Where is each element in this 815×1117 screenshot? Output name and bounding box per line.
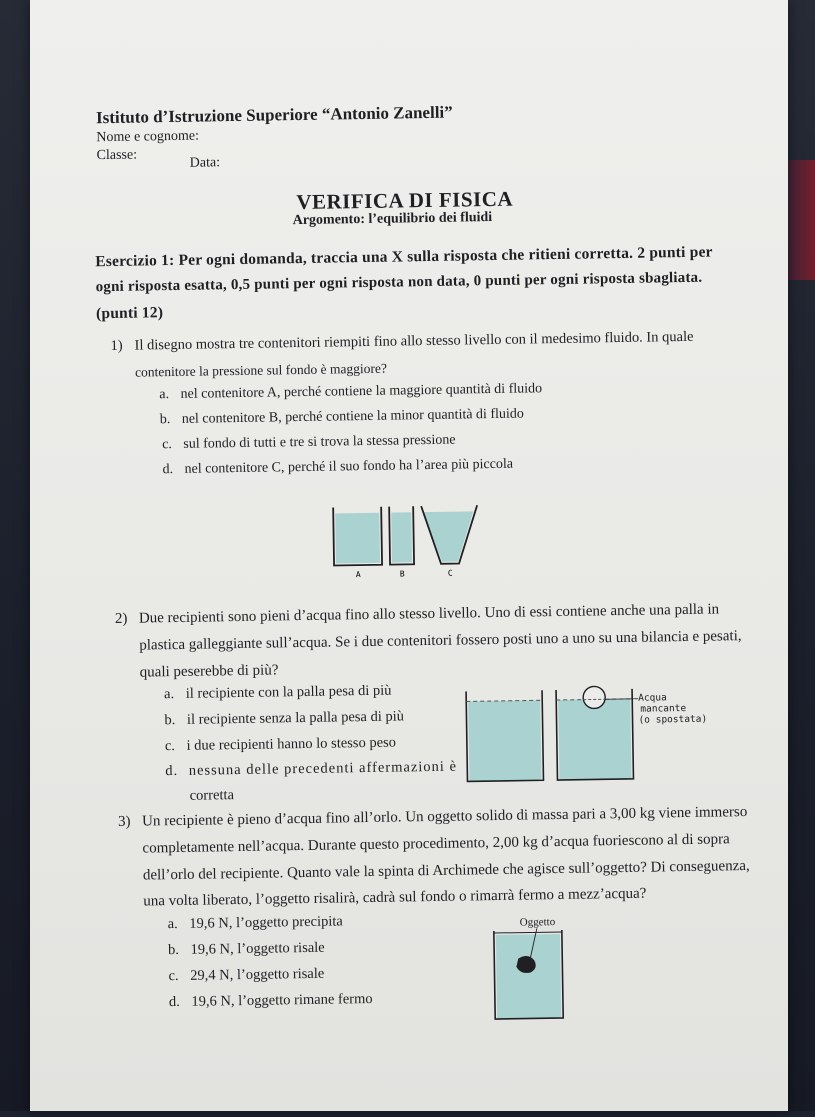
q2-option-b[interactable] bbox=[164, 708, 404, 729]
q1-option-a[interactable] bbox=[159, 381, 542, 403]
q2-text-line1: Due recipienti sono pieni d’acqua fino allo stesso livello. Uno di essi contiene anche una palla in bbox=[139, 600, 719, 627]
exercise-instructions-line1: Esercizio 1: Per ogni domanda, traccia una X sulla risposta che ritieni corretta. 2 punti per bbox=[95, 244, 713, 272]
q1-containers-figure bbox=[329, 499, 510, 582]
q3-option-a[interactable] bbox=[168, 913, 343, 933]
date-field-label: Data: bbox=[190, 155, 221, 171]
label-c: C bbox=[448, 569, 453, 578]
container-no-ball-water bbox=[468, 700, 541, 781]
q3-figure-label: Oggetto bbox=[520, 916, 556, 929]
container-b-water bbox=[391, 512, 412, 562]
q2-option-c[interactable] bbox=[165, 735, 396, 756]
q3-option-b-letter: b. bbox=[168, 942, 179, 958]
page-title: VERIFICA DI FISICA bbox=[296, 187, 513, 215]
q3-number: 3) bbox=[118, 813, 131, 831]
q3-water-level bbox=[494, 932, 562, 933]
q1-option-d[interactable] bbox=[162, 457, 513, 479]
exercise-points: (punti 12) bbox=[96, 304, 163, 323]
q1-option-a-text: nel contenitore A, perché contiene la maggiore quantità di fluido bbox=[180, 381, 542, 402]
q2-option-a-letter: a. bbox=[164, 686, 174, 702]
floating-ball bbox=[583, 686, 605, 708]
class-field-label: Classe: bbox=[96, 148, 137, 165]
q1-option-c-letter: c. bbox=[162, 437, 172, 452]
q3-container-water bbox=[496, 934, 561, 1019]
q3-text-line1: Un recipiente è pieno d’acqua fino all’orlo. Un oggetto solido di massa pari a 3,00 kg viene immerso bbox=[142, 803, 747, 831]
page-subtitle: Argomento: l’equilibrio dei fluidi bbox=[293, 210, 493, 229]
q2-containers-figure bbox=[452, 685, 654, 788]
q2-option-c-text: i due recipienti hanno lo stesso peso bbox=[186, 735, 396, 754]
q2-option-d-letter: d. bbox=[165, 763, 178, 779]
q2-number: 2) bbox=[115, 610, 128, 628]
q3-option-d-text: 19,6 N, l’oggetto rimane fermo bbox=[191, 991, 372, 1010]
q2-option-d-continued: corretta bbox=[190, 787, 235, 805]
q2-option-b-letter: b. bbox=[164, 712, 175, 728]
q1-option-c[interactable] bbox=[162, 433, 456, 454]
q1-option-d-text: nel contenitore C, perché il suo fondo ha l’area più piccola bbox=[184, 457, 513, 477]
q3-option-a-letter: a. bbox=[168, 916, 178, 932]
test-sheet bbox=[30, 0, 788, 1111]
sheet-content bbox=[21, 0, 796, 1117]
q3-option-b-text: 19,6 N, l’oggetto risale bbox=[190, 940, 324, 958]
q3-option-c-text: 29,4 N, l’oggetto risale bbox=[190, 966, 324, 984]
q1-option-b-letter: b. bbox=[160, 412, 171, 427]
q2-text-line2: plastica galleggiante sull’acqua. Se i due contenitori fossero posti uno a uno su una bilancia e pesati, bbox=[139, 627, 742, 654]
q2-figure-label-spostata: (o spostata) bbox=[638, 714, 707, 726]
q1-option-b[interactable] bbox=[160, 407, 524, 429]
q3-option-c-letter: c. bbox=[168, 968, 178, 984]
exercise-instructions-line2: ogni risposta esatta, 0,5 punti per ogni risposta non data, 0 punti per ogni risposta sbagliata. bbox=[96, 270, 703, 297]
container-with-ball-water bbox=[558, 699, 631, 780]
q2-option-a[interactable] bbox=[164, 683, 392, 704]
q3-option-b[interactable] bbox=[168, 940, 325, 959]
q3-text-line2: completamente nell’acqua. Durante questo procedimento, 2,00 kg d’acqua fuoriescono al di sopra bbox=[142, 830, 730, 857]
q1-text-line1: Il disegno mostra tre contenitori riempiti fino allo stesso livello con il medesimo fluido. In quale bbox=[134, 328, 693, 355]
q3-option-a-text: 19,6 N, l’oggetto precipita bbox=[189, 913, 343, 931]
q3-text-line4: una volta liberato, l’oggetto risalirà, cadrà sul fondo o rimarrà fermo a mezz’acqua? bbox=[143, 885, 646, 911]
q2-figure-label-acqua: Acqua bbox=[638, 692, 667, 703]
q3-container-figure bbox=[486, 928, 577, 1025]
q1-text-line2: contenitore la pressione sul fondo è maggiore? bbox=[135, 360, 387, 382]
q2-option-c-letter: c. bbox=[165, 738, 175, 754]
q1-option-d-letter: d. bbox=[162, 462, 173, 477]
q2-option-d-text: nessuna delle precedenti affermazioni è bbox=[189, 759, 457, 779]
school-name: Istituto d’Istruzione Superiore “Antonio Zanelli” bbox=[96, 103, 453, 129]
label-a: A bbox=[356, 570, 361, 579]
q1-option-b-text: nel contenitore B, perché contiene la minor quantità di fluido bbox=[182, 407, 524, 427]
q1-number: 1) bbox=[110, 337, 122, 355]
container-a-water bbox=[335, 513, 380, 564]
q1-option-a-letter: a. bbox=[159, 387, 169, 402]
q2-option-d[interactable] bbox=[165, 759, 457, 781]
label-b: B bbox=[400, 569, 405, 578]
q2-option-a-text: il recipiente con la palla pesa di più bbox=[186, 683, 392, 702]
name-field-label: Nome e cognome: bbox=[96, 129, 199, 147]
q3-option-c[interactable] bbox=[168, 966, 324, 985]
q1-option-c-text: sul fondo di tutti e tre si trova la stessa pressione bbox=[183, 433, 455, 452]
q3-option-d[interactable] bbox=[169, 991, 373, 1011]
pointer-line bbox=[605, 699, 638, 700]
q2-text-line3: quali peserebbe di più? bbox=[140, 661, 279, 681]
q2-option-b-text: il recipiente senza la palla pesa di più bbox=[187, 708, 404, 727]
q3-option-d-letter: d. bbox=[169, 994, 180, 1010]
q2-figure-label-mancante: mancante bbox=[640, 703, 686, 715]
q3-text-line3: dell’orlo del recipiente. Quanto vale la spinta di Archimede che agisce sull’oggetto? Di conseguenza, bbox=[143, 857, 750, 885]
